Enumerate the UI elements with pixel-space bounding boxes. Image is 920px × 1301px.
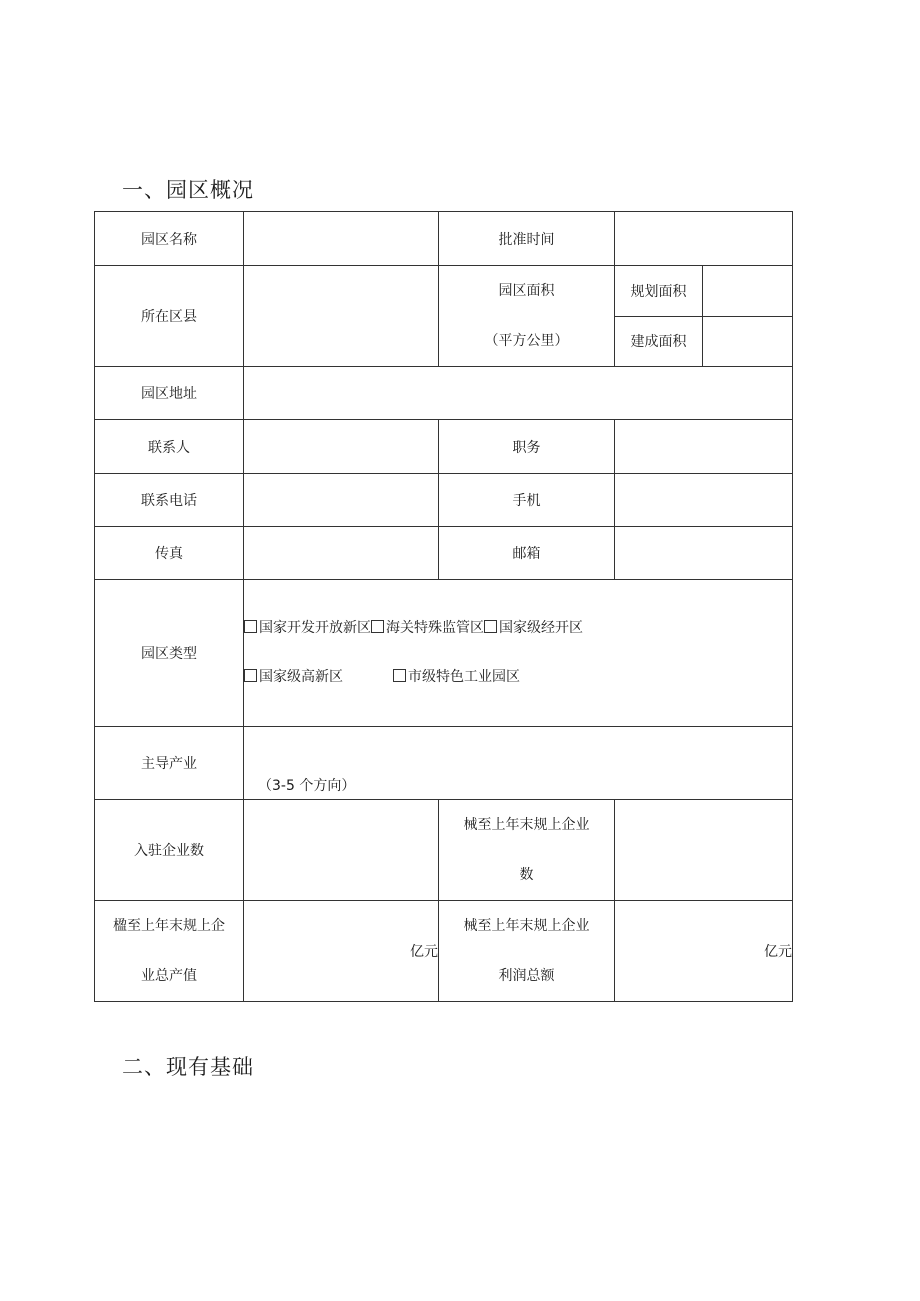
label-above-scale-count-line1: 械至上年末规上企业: [463, 817, 590, 833]
field-total-profit[interactable]: [615, 901, 793, 1002]
label-park-type: 园区类型: [95, 580, 244, 727]
field-phone[interactable]: [244, 474, 439, 527]
field-planned-area[interactable]: [703, 266, 793, 317]
option-national-econ-zone: 国家级经开区: [499, 620, 583, 636]
label-phone: 联系电话: [95, 474, 244, 527]
park-type-line-2: [244, 653, 792, 702]
unit-yi-yuan-output: 亿元: [410, 944, 438, 960]
label-planned-area: 规划面积: [615, 266, 703, 317]
checkbox-customs-zone[interactable]: [371, 620, 384, 633]
lead-industry-note: （3-5 个方向）: [258, 778, 356, 794]
label-email: 邮箱: [439, 527, 615, 580]
field-email[interactable]: [615, 527, 793, 580]
checkbox-city-industrial-park[interactable]: [393, 669, 406, 682]
option-national-hitech-zone: 国家级高新区: [259, 669, 343, 685]
label-mobile: 手机: [439, 474, 615, 527]
unit-yi-yuan-profit: 亿元: [764, 944, 792, 960]
option-city-industrial-park: 市级特色工业园区: [408, 669, 520, 685]
label-district: 所在区县: [95, 266, 244, 367]
field-address[interactable]: [244, 367, 793, 420]
field-fax[interactable]: [244, 527, 439, 580]
option-national-open-zone: 国家开发开放新区: [259, 620, 371, 636]
field-approval-time[interactable]: [615, 212, 793, 266]
option-customs-zone: 海关特殊监管区: [386, 620, 484, 636]
label-above-scale-count: [439, 800, 615, 901]
park-info-table: [94, 211, 793, 1002]
field-lead-industry[interactable]: [244, 727, 793, 800]
field-mobile[interactable]: [615, 474, 793, 527]
section-title-existing-basis: 二、现有基础: [122, 1055, 254, 1079]
label-position: 职务: [439, 420, 615, 474]
park-type-line-1: [244, 604, 792, 653]
field-contact[interactable]: [244, 420, 439, 474]
checkbox-national-open-zone[interactable]: [244, 620, 257, 633]
label-total-output-line1: 楹至上年末规上企: [113, 918, 225, 934]
label-total-output-line2: 业总产值: [141, 968, 197, 984]
label-contact: 联系人: [95, 420, 244, 474]
label-total-output: [95, 901, 244, 1002]
field-enterprise-count[interactable]: [244, 800, 439, 901]
label-address: 园区地址: [95, 367, 244, 420]
field-district[interactable]: [244, 266, 439, 367]
label-total-profit-line1: 械至上年末规上企业: [463, 918, 590, 934]
field-built-area[interactable]: [703, 316, 793, 367]
label-above-scale-count-line2: 数: [519, 867, 534, 883]
field-park-name[interactable]: [244, 212, 439, 266]
label-enterprise-count: 入驻企业数: [95, 800, 244, 901]
label-approval-time: 批准时间: [439, 212, 615, 266]
checkbox-national-hitech-zone[interactable]: [244, 669, 257, 682]
park-type-options: [244, 580, 793, 727]
label-total-profit: [439, 901, 615, 1002]
label-built-area: 建成面积: [615, 316, 703, 367]
checkbox-national-econ-zone[interactable]: [484, 620, 497, 633]
label-lead-industry: 主导产业: [95, 727, 244, 800]
field-position[interactable]: [615, 420, 793, 474]
label-park-area-line1: 园区面积: [498, 283, 555, 299]
label-total-profit-line2: 利润总额: [498, 968, 555, 984]
field-above-scale-count[interactable]: [615, 800, 793, 901]
section-title-overview: 一、园区概况: [122, 178, 254, 202]
label-park-area: [439, 266, 615, 367]
field-total-output[interactable]: [244, 901, 439, 1002]
label-fax: 传真: [95, 527, 244, 580]
label-park-name: 园区名称: [95, 212, 244, 266]
label-park-area-unit: （平方公里）: [484, 333, 569, 349]
